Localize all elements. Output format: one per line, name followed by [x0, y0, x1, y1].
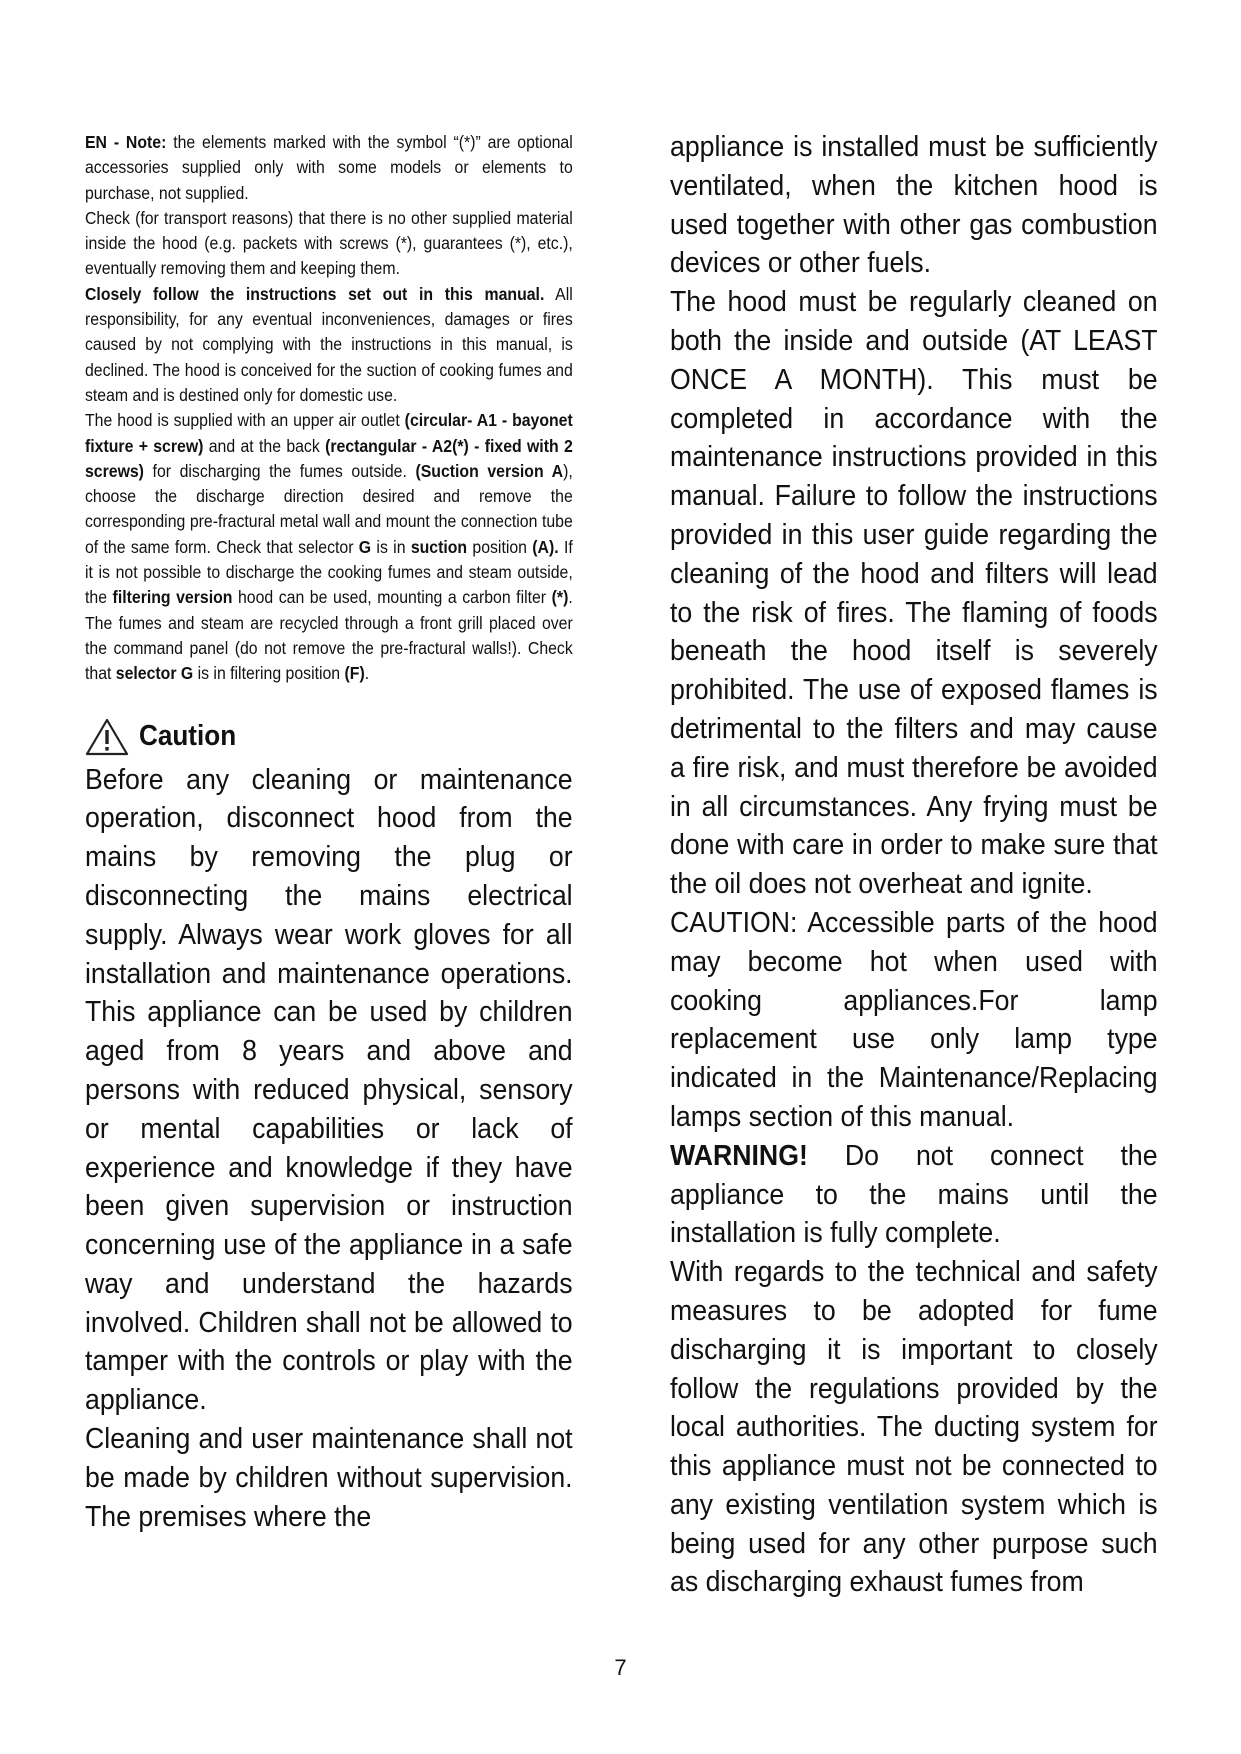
outlet-text: for discharging the fumes outside.: [143, 460, 416, 481]
outlet-text: hood can be used, mounting a carbon filter: [232, 587, 552, 608]
regulations-paragraph: With regards to the technical and safety measures to be adopted for fume discharging it is important to closely follow the regulations provided by the local authorities. The ducting system for this appliance must not be connected to any existing ventilation system which is being used for any other purpose such as discharging exhaust fumes from: [670, 1256, 1158, 1599]
outlet-bold: (circular- A1 - bayonet fixture + screw): [85, 410, 573, 456]
right-body: [670, 128, 1158, 1602]
left-column: [85, 130, 573, 1536]
outlet-text: . The fumes and steam are recycled through a front grill placed over the command panel (do not remove the pre-fractural walls!). Check that: [85, 587, 573, 684]
outlet-text: and at the back: [203, 435, 326, 456]
ventilation-paragraph: appliance is installed must be sufficiently ventilated, when the kitchen hood is used together with other gas combustion devices or other fuels.: [670, 131, 1158, 280]
follow-instructions-bold: Closely follow the instructions set out in this manual.: [85, 283, 545, 304]
outlet-paragraph: [85, 408, 573, 686]
page-number: 7: [614, 1655, 627, 1680]
outlet-bold: G: [358, 536, 372, 557]
note-text: the elements marked with the symbol “(*)” are optional accessories supplied only with some models or elements to purchase, not supplied.: [85, 132, 573, 203]
outlet-bold: (rectangular - A2(*) - fixed with 2 screws): [85, 435, 573, 481]
responsibility-text: All responsibility, for any eventual inconveniences, damages or fires caused by not complying with the instructions in this manual, is declined. The hood is conceived for the suction of cooking fumes and steam and is destined only for domestic use.: [85, 283, 573, 405]
warning-triangle-icon: [85, 718, 129, 756]
hot-parts-paragraph: CAUTION: Accessible parts of the hood may become hot when used with cooking appliances.For lamp replacement use only lamp type indicated in the Maintenance/Replacing lamps section of this manual.: [670, 906, 1158, 1133]
follow-paragraph: [85, 282, 573, 408]
note-paragraph: [85, 130, 573, 206]
warning-paragraph: [670, 1137, 1158, 1253]
caution-heading: [85, 717, 573, 757]
outlet-text: is in: [371, 536, 411, 557]
outlet-text: is in filtering position: [193, 663, 345, 684]
outlet-bold: selector G: [115, 663, 194, 684]
outlet-bold: (Suction version A: [415, 460, 564, 481]
caution-body: [85, 761, 573, 1537]
outlet-text: The hood is supplied with an upper air outlet: [85, 410, 405, 431]
warning-text: Do not connect the appliance to the mains until the installation is fully complete.: [670, 1139, 1158, 1250]
outlet-text: position: [467, 536, 533, 557]
right-column: [670, 128, 1158, 1602]
note-label: EN - Note:: [85, 132, 167, 152]
outlet-bold: (F): [344, 663, 365, 684]
outlet-text: .: [364, 663, 370, 684]
caution-title: Caution: [139, 720, 237, 753]
warning-label: WARNING!: [670, 1139, 808, 1172]
outlet-bold: suction: [410, 536, 468, 557]
check-paragraph: Check (for transport reasons) that there is no other supplied material inside the hood (e.g. packets with screws (*), guarantees (*), etc.), eventually removing them and keeping them.: [85, 207, 573, 279]
outlet-bold: (A).: [532, 536, 559, 557]
cleaning-paragraph: The hood must be regularly cleaned on both the inside and outside (AT LEAST ONCE A MONTH). This must be completed in accordance with the maintenance instructions provided in this manual. Failure to follow the instructions provided in this user guide regarding the cleaning of the hood and filters will lead to the risk of fires. The flaming of foods beneath the hood itself is severely prohibited. The use of exposed flames is detrimental to the filters and may cause a fire risk, and must therefore be avoided in all circumstances. Any frying must be done with care in order to make sure that the oil does not overheat and ignite.: [670, 286, 1158, 901]
caution-paragraph-1: Before any cleaning or maintenance operation, disconnect hood from the mains by removing the plug or disconnecting the mains electrical supply. Always wear work gloves for all installation and maintenance operations. This appliance can be used by children aged from 8 years and above and persons with reduced physical, sensory or mental capabilities or lack of experience and knowledge if they have been given supervision or instruction concerning use of the appliance in a safe way and understand the hazards involved. Children shall not be allowed to tamper with the controls or play with the appliance.: [85, 763, 573, 1417]
outlet-bold: (*): [551, 587, 569, 608]
outlet-bold: filtering version: [112, 587, 233, 608]
notes-block: [85, 130, 573, 687]
outlet-text: ), choose the discharge direction desired and remove the corresponding pre-fractural metal wall and mount the connection tube of the same form. Check that selector: [85, 460, 573, 557]
outlet-text: If it is not possible to discharge the cooking fumes and steam outside, the: [85, 536, 573, 608]
caution-paragraph-2: Cleaning and user maintenance shall not be made by children without supervision. The premises where the: [85, 1423, 573, 1533]
